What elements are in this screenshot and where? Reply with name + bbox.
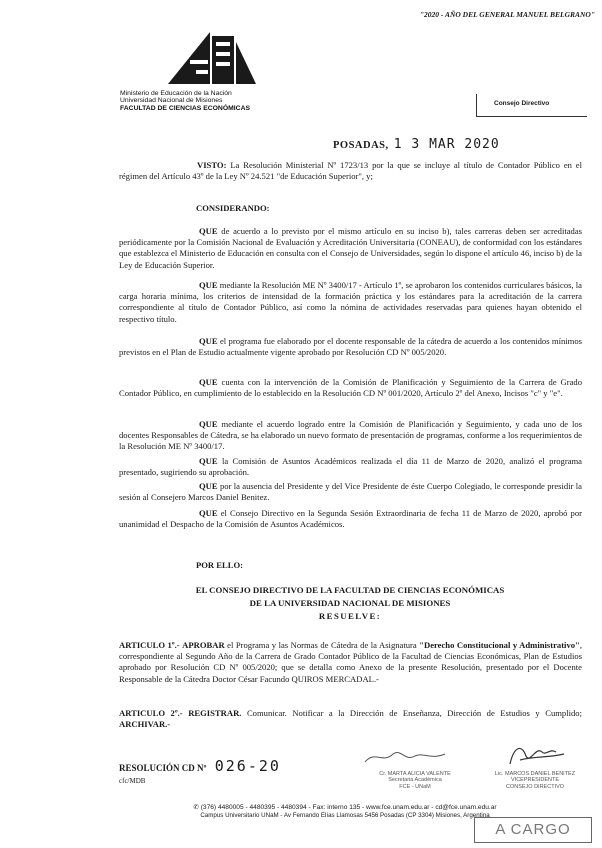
signature-block-vicepresident: Lic. MARCOS DANIEL BENITEZ VICEPRESIDENTE CONSEJO DIRECTIVO <box>480 742 590 790</box>
institution-block <box>120 90 250 112</box>
university-name: Universidad Nacional de Misiones <box>120 97 223 105</box>
considerando-3: QUE el programa fue elaborado por el docente responsable de la cátedra de acuerdo a los contenidos mínimos previstos en el Plan de Estudio actualmente vigente aprobado por Resolución CD Nº 005/2020. <box>119 336 583 358</box>
handwritten-signature-2 <box>480 742 590 766</box>
university-logo <box>160 28 260 90</box>
considerando-5: QUE mediante el acuerdo logrado entre la Comisión de Planificación y Seguimiento, y cada uno de los docentes Responsables de Cátedra, se ha elaborado un nuevo formato de presentación de programas, conforme a los requerimientos de la Resolución ME Nº 3400/17. <box>119 419 582 452</box>
article-1: ARTICULO 1º.- APROBAR el Programa y las Normas de Cátedra de la Asignatura "Derecho Constitucional y Administrativo", correspondiente al Segundo Año de la Carrera de Grado Contador Público de la Facultad de Ciencias Económicas, Plan de Estudios aprobado por Resolución CD Nº 005/2020; que se detalla como Anexo de la presente Resolución, presentado por el Docente Responsable de la Cátedra Doctor César Facundo QUIROS MERCADAL.- <box>119 640 582 684</box>
place-date <box>333 137 500 152</box>
a-cargo-stamp: A CARGO <box>474 817 592 843</box>
considerando-2: QUE mediante la Resolución ME Nº 3400/17 - Artículo 1º, se aprobaron los contenidos curriculares básicos, la carga horaria mínima, los criterios de intensidad de la formación práctica y los estándares para la acreditación de la carrera correspondiente al título de Contador Público, así como la nómina de actividades reservadas para quienes hayan obtenido el respectivo título. <box>119 280 582 324</box>
resuelve-heading: RESUELVE: <box>318 611 382 621</box>
motto: "2020 - AÑO DEL GENERAL MANUEL BELGRANO" <box>419 10 595 19</box>
faculty-name: FACULTAD DE CIENCIAS ECONÓMICAS <box>120 104 251 112</box>
article-2: ARTICULO 2º.- REGISTRAR. Comunicar. Notificar a la Dirección de Enseñanza, Dirección de Estudios y Cumplido; ARCHIVAR.- <box>119 708 582 730</box>
resolution-number: RESOLUCIÓN CD Nº 026-20 <box>119 757 281 775</box>
handwritten-date: 1 3 MAR 2020 <box>393 137 500 152</box>
visto-paragraph: VISTO: La Resolución Ministerial Nº 1723/13 por la que se incluye al título de Contador Público en el régimen del Artículo 43º de la Ley Nº 24.521 "de Educación Superior", y; <box>119 160 582 182</box>
considerando-1: QUE de acuerdo a lo previsto por el mismo artículo en su inciso b), tales carreras deben ser acreditadas periódicamente por la Comisión Nacional de Evaluación y Acreditación Universitaria (CONEAU), de conformidad con los estándares que establezca el Ministerio de Educación en consulta con el Consejo de Universidades, según lo dispone el artículo 46, inciso b) de la Ley de Educación Superior. <box>119 226 583 270</box>
council-stamp: Consejo Directivo <box>494 100 550 107</box>
place: POSADAS, <box>333 140 389 151</box>
ministry-name: Ministerio de Educación de la Nación <box>120 90 232 97</box>
initials: cfc/MDB <box>119 777 146 785</box>
council-title-2: DE LA UNIVERSIDAD NACIONAL DE MISIONES <box>249 598 451 608</box>
considerando-6: QUE la Comisión de Asuntos Académicos realizada el día 11 de Marzo de 2020, analizó el programa presentado, sugiriendo su aprobación. <box>119 456 583 478</box>
por-ello-heading: POR ELLO: <box>196 560 244 570</box>
considerando-8: QUE el Consejo Directivo en la Segunda Sesión Extraordinaria de fecha 11 de Marzo de 2020, aprobó por unanimidad el Despacho de la Comisión de Asuntos Académicos. <box>119 508 582 530</box>
address-line: Campus Universitario UNaM - Av Fernando Elías Llamosas 5456 Posadas (CP 3304) Misiones, Argentina <box>200 812 490 819</box>
phone-icon: ✆ <box>193 804 199 811</box>
contact-line: ✆ (376) 4480005 - 4480395 - 4480394 - Fax: interno 135 - www.fce.unam.edu.ar - cd@fce.unam.edu.ar <box>193 804 497 811</box>
signature-block-secretary: Cr. MARTA ALICIA VALENTE Secretaria Académica FCE - UNaM <box>345 748 485 790</box>
council-title-1: EL CONSEJO DIRECTIVO DE LA FACULTAD DE CIENCIAS ECONÓMICAS <box>195 585 505 595</box>
considerando-heading: CONSIDERANDO: <box>196 203 270 213</box>
considerando-4: QUE cuenta con la intervención de la Comisión de Planificación y Seguimiento de la Carrera de Grado Contador Público, en cumplimiento de lo establecido en la Resolución CD Nº 001/2020, Artículo 2º del Anexo, Incisos "c" y "e". <box>119 377 582 399</box>
considerando-7: QUE por la ausencia del Presidente y del Vice Presidente de éste Cuerpo Colegiado, le corresponde presidir la sesión al Consejero Marcos Daniel Benitez. <box>119 481 582 503</box>
handwritten-signature-1 <box>345 748 485 766</box>
